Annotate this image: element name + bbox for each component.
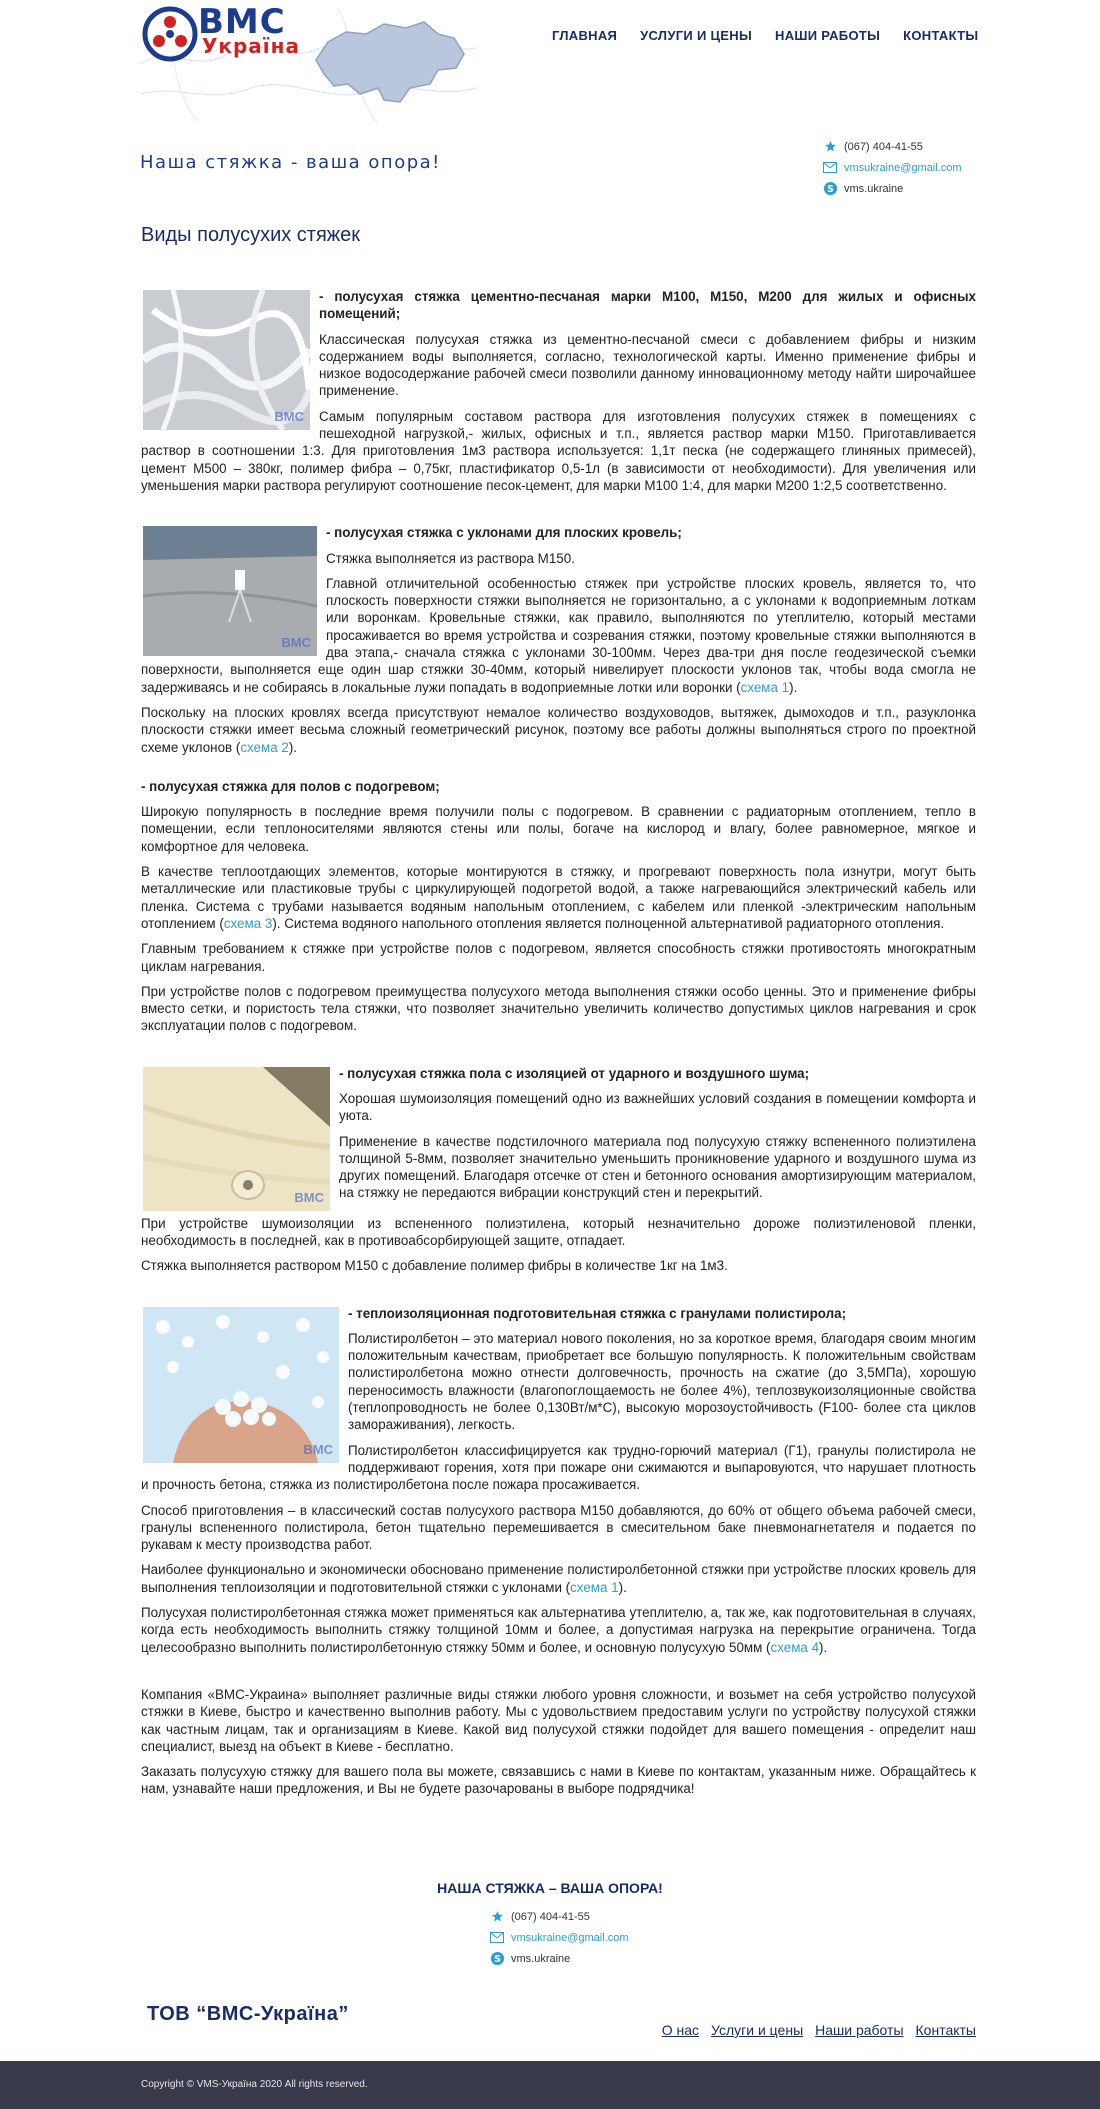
footer-contact-email [489,1927,629,1948]
section-heading: - полусухая стяжка пола с изоляцией от ударного и воздушного шума; [339,1065,810,1081]
company-logo[interactable] [140,4,315,62]
skype-icon [489,1951,505,1967]
main-nav [552,28,978,43]
footer-contact-phone: (067) 404-41-55 [489,1906,629,1927]
logo-word: ВМС [198,2,286,42]
contact-phone: (067) 404-41-55 [822,136,962,157]
section-polystyrene: ВМС - теплоизоляционная подготовительная стяжка с гранулами полистирола; Полистиролбетон – это материал нового поколения, но за короткое время, благодаря своим многим положительным качествам, приобретает все большую популярность. К положительным свойствам полистиролбетона можно отнести долговечность, прочность на сжатие (до 3,5МПа), хорошую переносимость влажности (влагопоглощаемость не более 4%), теплозвукоизоляционные свойства (теплопроводность не более 0,130Вт/м*С), высокую морозоустойчивость (F100- более ста циклов замораживания), легкость. Полистиролбетон классифицируется как трудно-горючий материал (Г1), гранулы полистирола не поддерживают горения, хотя при пожаре они сжимаются и выпаровуются, что нарушает плотность и прочность бетона, стяжка из полистиролбетона после пожара просаживается. Способ приготовления – в классический состав полусухого раствора М150 добавляются, до 60% от общего объема рабочей смеси, гранулы вспененного полистирола, бетон тщательно перемешивается в смесительном баке пневмонагнетателя и подается по рукавам к месту производства работ. Наиболее функционально и экономически обосновано применение полистиролбетонной стяжки при устройстве плоских кровель для выполнения теплоизоляции и подготовительной стяжки с уклонами (схема 1). Полусухая полистиролбетонная стяжка может применяться как альтернатива утеплителю, а, так же, как подготовительная в случаях, когда есть необходимость выполнить стяжку толщиной 10мм и более, а допустимая нагрузка на перекрытие ограничена. Тогда целесообразно выполнить полистиролбетонную стяжку 50мм и более, и основную полусухую 50мм (схема 4). [141,1305,976,1655]
header-contacts [822,136,962,199]
watermark: ВМС [303,1441,333,1457]
nav-services[interactable]: УСЛУГИ И ЦЕНЫ [640,28,752,43]
mail-icon [822,160,838,176]
section-noise-insulation: ВМС - полусухая стяжка пола с изоляцией от ударного и воздушного шума; Хорошая шумоизоляция помещений одно из важнейших условий создания в помещении комфорта и уюта. Применение в качестве подстилочного материала под полусухую стяжку вспененного полиэтилена толщиной 5-8мм, позволяет значительно уменьшить проникновение ударного и воздушного шума из других помещений. Благодаря отсечке от стен и бетонного основания амортизирующим материалом, на стяжку не передаются вибрации конструкций стен и перекрытий. При устройстве шумоизоляции из вспененного полиэтилена, который незначительно дороже полиэтиленовой пленки, необходимость в последней, как в противоабсорбирующей защите, отпадает. Стяжка выполняется раствором М150 с добавление полимер фибры в количестве 1кг на 1м3. [141,1065,976,1274]
footer-bar [0,2061,1100,2109]
polystyrene-image [143,1307,339,1463]
site-header [0,0,1100,195]
svg-text:S: S [826,183,834,195]
footer-company-name: ТОВ “ВМС-Україна” [147,2003,349,2025]
mail-icon [489,1930,505,1946]
section-heated-floors: - полусухая стяжка для полов с подогревом; Широкую популярность в последние время получили полы с подогревом. В сравнении с радиаторным отоплением, тепло в помещении, если теплоносителями являются стены или полы, богаче на кислород и влагу, более равномерное, мягкое и комфортное для человека. В качестве теплоотдающих элементов, которые монтируются в стяжку, и прогревают поверхность пола изнутри, могут быть металлические или пластиковые трубы с циркулирующей подогретой водой, а также нагревающийся электрический кабель или пленка. Система с трубами называется водяным напольным отоплением, с кабелем или пленкой -электрическим напольным отоплением (схема 3). Система водяного напольного отопления является полноценной альтернативой радиаторного отопления. Главным требованием к стяжке при устройстве полов с подогревом, является способность стяжки противостоять многократным циклам нагревания. При устройстве полов с подогревом преимущества полусухого метода выполнения стяжки особо ценны. Это и применение фибры вместо сетки, и пористость тела стяжки, что позволяет значительно увеличить количество допустимых циклов нагревания и срок эксплуатации полов с подогревом. [141,778,976,1034]
footer-contact-skype: S vms.ukraine [489,1948,629,1969]
foam-roll-image [143,1067,330,1211]
watermark: ВМС [294,1189,324,1205]
footer-link-contacts[interactable]: Контакты [915,2022,976,2038]
watermark: ВМС [281,635,311,651]
section-heading: - полусухая стяжка цементно-песчаная марки М100, М150, М200 для жилых и офисных помещений; [319,289,976,322]
footer-link-works[interactable]: Наши работы [815,2022,904,2038]
section-roof-slopes: ВМС - полусухая стяжка с уклонами для плоских кровель; Стяжка выполняется из раствора М150. Главной отличительной особенностью стяжек при устройстве плоских кровель, является то, что плоскость поверхности стяжки выполняется не горизонтально, а с уклонами к водоприемным лоткам или воронкам. Кровельные стяжки, как правило, выполняются по утеплителю, который местами просаживается во время устройства и созревания стяжки, поэтому кровельные стяжки выполняются в два этапа,- сначала стяжка с уклонами 30-100мм. Через два-три дня после геодезической съемки поверхности, выполняется еще один шар стяжки 30-40мм, который нивелирует плоскости уклонов так, чтобы вода смогла не задерживаясь и не собираясь в локальные лужи попадать в водоприемные лотки или воронки (схема 1). Поскольку на плоских кровлях всегда присутствуют немалое количество воздуховодов, вытяжек, дымоходов и т.п., разуклонка плоскости стяжки имеет весьма сложный геометрический рисунок, поэтому все работы должны выполняться строго по проектной схеме уклонов (схема 2). [141,525,976,755]
watermark: ВМС [274,409,304,424]
scheme-1-link[interactable]: схема 1 [570,1579,619,1595]
section-heading: - теплоизоляционная подготовительная стяжка с гранулами полистирола; [348,1305,847,1321]
footer-slogan: НАША СТЯЖКА – ВАША ОПОРА! [437,1880,663,1896]
section-cement-sand: ВМС - полусухая стяжка цементно-песчаная марки М100, М150, М200 для жилых и офисных помещений; Классическая полусухая стяжка из цементно-песчаной смеси с добавлением фибры и низким содержанием воды выполняется, согласно, технологической карты. Именно применение фибры и низкое водосодержание рабочей смеси позволили данному инновационному методу найти широчайшее применение. Самым популярным составом раствора для изготовления полусухих стяжек в помещениях с пешеходной нагрузкой,- жилых, офисных и т.п., является раствор марки М150. Приготавливается раствор в соотношении 1:3. Для приготовления 1м3 раствора используется: 1,1т песка (не содержащего глиняных примесей), цемент М500 – 380кг, полимер фибра – 0,75кг, пластификатор 0,5-1л (в зависимости от необходимости). Для увеличения или уменьшения марки раствора регулируют соотношение песок-цемент, для марки М100 1:4, для марки М200 1:2,5 соответственно. [141,289,976,493]
email-link[interactable]: vmsukraine@gmail.com [844,161,962,174]
footer-nav [662,2022,976,2038]
svg-text:S: S [493,1953,501,1965]
nav-home[interactable]: ГЛАВНАЯ [552,28,618,43]
contact-email [822,157,962,178]
fiber-image [143,290,310,430]
nav-contacts[interactable]: КОНТАКТЫ [903,28,979,43]
logo-sub: Україна [202,34,300,58]
contact-skype: S vms.ukraine [822,178,962,199]
footer-contacts [0,1880,1100,1965]
page-title: Виды полусухих стяжек [141,224,361,246]
star-icon [489,1909,505,1925]
star-icon [822,139,838,155]
section-heading: - полусухая стяжка с уклонами для плоских кровель; [326,525,682,541]
header-slogan: Наша стяжка - ваша опора! [140,152,441,173]
scheme-4-link[interactable]: схема 4 [770,1639,820,1655]
scheme-2-link[interactable]: схема 2 [240,739,289,755]
scheme-3-link[interactable]: схема 3 [223,915,273,931]
footer-link-about[interactable]: О нас [661,2022,700,2038]
footer-link-services[interactable]: Услуги и цены [711,2022,804,2038]
skype-icon [822,181,838,197]
main-content [141,288,976,1806]
company-outro: Компания «ВМС-Украина» выполняет различные виды стяжки любого уровня сложности, и возьмет на себя устройство полусухой стяжки в Киеве, быстро и качественно выполнив работу. Мы с удовольствием предоставим услуги по устройству полусухой стяжки как частным лицам, так и организациям в Киеве. Какой вид полусухой стяжки подойдет для вашего помещения - определит наш специалист, выезд на объект в Киеве - бесплатно. Заказать полусухую стяжку для вашего пола вы можете, связавшись с нами в Киеве по контактам, указанным ниже. Обращайтесь к нам, узнавайте наши предложения, и Вы не будете разочарованы в выборе подрядчика! [141,1686,976,1797]
footer-email-link[interactable]: vmsukraine@gmail.com [511,1931,629,1944]
nav-works[interactable]: НАШИ РАБОТЫ [775,28,881,43]
copyright: Copyright © VMS-Україна 2020 All rights reserved. [141,2079,368,2090]
logo-emblem-icon [142,6,198,62]
scheme-1-link[interactable]: схема 1 [740,679,790,695]
roof-image [143,526,317,656]
section-heading: - полусухая стяжка для полов с подогревом; [141,778,440,794]
